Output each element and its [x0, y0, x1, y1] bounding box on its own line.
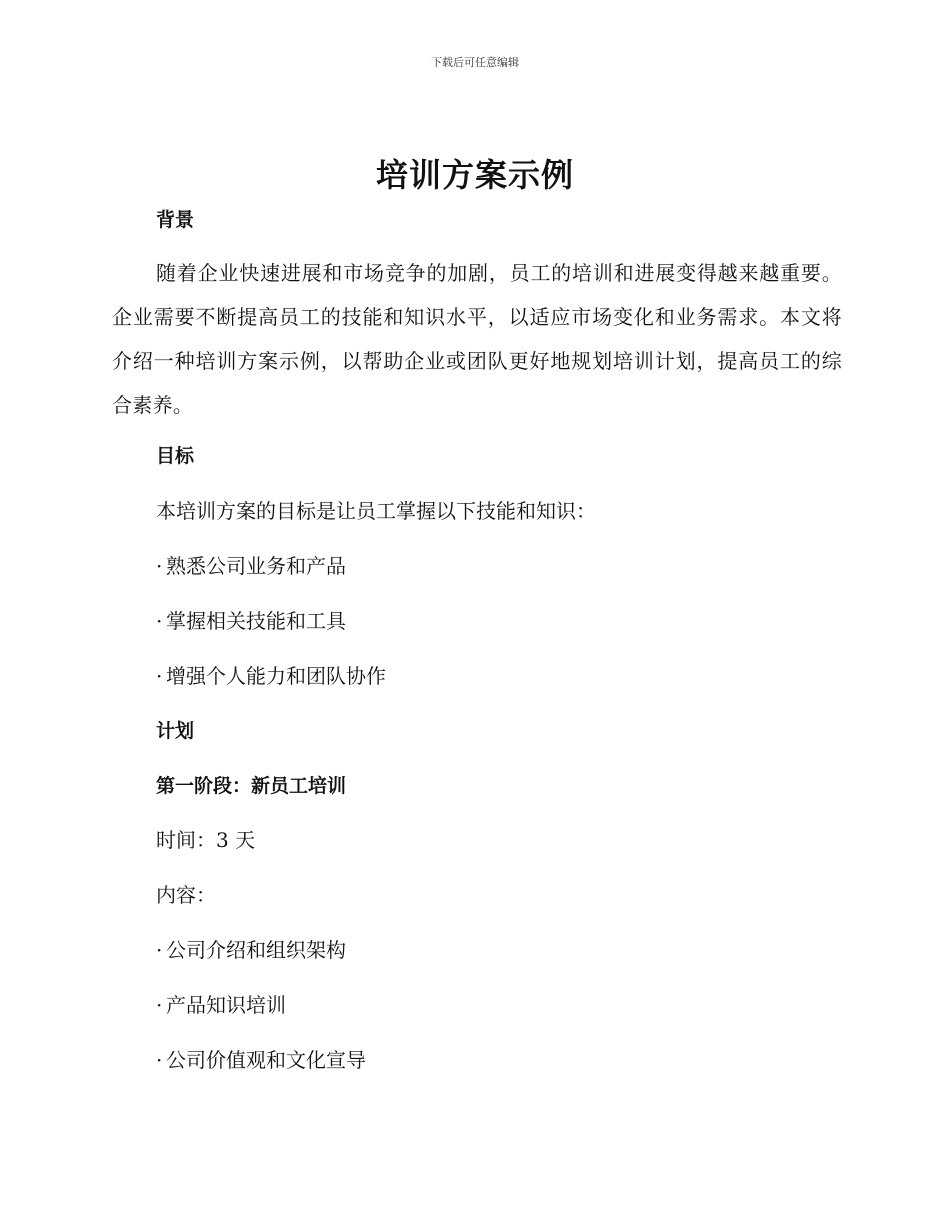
stage1-item-text: 公司介绍和组织架构: [166, 938, 346, 962]
bullet-icon: ·: [156, 938, 163, 962]
bullet-icon: ·: [156, 554, 163, 578]
stage1-list-item: [156, 1048, 366, 1072]
stage1-item-text: 产品知识培训: [166, 993, 286, 1017]
goal-list-item: [156, 609, 346, 633]
section-heading-plan: 计划: [156, 720, 195, 742]
goal-list-item: [156, 664, 386, 688]
goal-intro: 本培训方案的目标是让员工掌握以下技能和知识：: [156, 499, 596, 523]
bullet-icon: ·: [156, 993, 163, 1017]
bullet-icon: ·: [156, 664, 163, 688]
page-header-note: 下载后可任意编辑: [431, 56, 519, 69]
background-paragraph: 随着企业快速进展和市场竞争的加剧，员工的培训和进展变得越来越重要。企业需要不断提高员工的技能和知识水平，以适应市场变化和业务需求。本文将介绍一种培训方案示例，以帮助企业或团队更好地规划培训计划，提高员工的综合素养。: [112, 261, 842, 417]
stage1-list-item: [156, 938, 346, 962]
stage1-time: 时间：3 天: [156, 828, 256, 852]
stage1-content-label: 内容：: [156, 883, 216, 907]
bullet-icon: ·: [156, 1048, 163, 1072]
stage1-item-text: 公司价值观和文化宣导: [166, 1048, 366, 1072]
goal-list-item: [156, 554, 346, 578]
bullet-icon: ·: [156, 609, 163, 633]
section-heading-goal: 目标: [156, 445, 195, 467]
stage1-list-item: [156, 993, 286, 1017]
goal-item-text: 熟悉公司业务和产品: [166, 554, 346, 578]
goal-item-text: 增强个人能力和团队协作: [166, 664, 386, 688]
document-title: 培训方案示例: [375, 156, 574, 194]
goal-item-text: 掌握相关技能和工具: [166, 609, 346, 633]
section-heading-background: 背景: [156, 209, 195, 231]
stage1-title: 第一阶段：新员工培训: [156, 775, 347, 797]
